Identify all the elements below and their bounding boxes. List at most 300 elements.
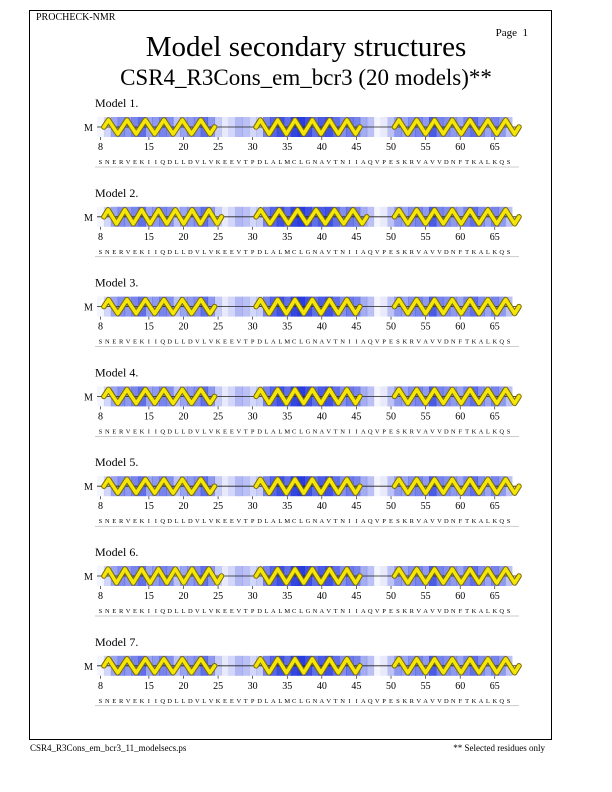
sequence-residue: E [229, 697, 234, 705]
sequence-residue: D [444, 518, 449, 526]
sequence-residue: K [492, 248, 498, 256]
sequence-residue: D [257, 697, 262, 705]
sequence-residue: Q [160, 608, 166, 615]
sequence-residue: A [423, 159, 428, 166]
sequence-residue: N [450, 428, 456, 436]
model-panel [84, 96, 519, 167]
axis-tick-label: 45 [351, 321, 362, 333]
sequence-residue: E [229, 428, 234, 436]
sequence-residue: K [139, 159, 145, 166]
sequence-residue: L [202, 697, 207, 705]
sequence-residue: P [382, 338, 386, 346]
sequence-residue: V [326, 338, 332, 346]
sequence-residue: V [208, 159, 214, 166]
sequence-residue: S [98, 697, 103, 705]
sequence-residue: E [229, 248, 234, 256]
sequence-residue: Q [367, 159, 373, 166]
sequence-residue: S [506, 248, 511, 256]
sequence-residue: L [485, 248, 490, 256]
sequence-residue: I [154, 697, 157, 705]
sequence-residue: D [188, 338, 193, 346]
sequence-residue: Q [367, 248, 373, 256]
sequence-residue: K [139, 338, 145, 346]
axis-tick-label: 35 [282, 680, 293, 692]
axis-tick-label: 45 [351, 231, 362, 243]
sequence-residue: E [133, 697, 138, 705]
sequence-residue: L [264, 428, 269, 436]
sequence-residue: R [119, 697, 124, 705]
sequence-residue: A [319, 338, 325, 346]
axis-tick-label: 30 [247, 591, 258, 602]
sequence-residue: E [389, 159, 394, 166]
sequence-residue: A [478, 428, 484, 436]
axis-tick-label: 35 [282, 321, 293, 333]
sequence-residue: K [139, 518, 145, 526]
sequence-residue: L [278, 518, 283, 526]
axis-tick-label: 40 [316, 501, 327, 513]
sequence-residue: E [229, 338, 234, 346]
sequence-residue: E [133, 428, 138, 436]
model-label: Model 7. [95, 634, 139, 649]
model-label: Model 5. [95, 455, 139, 470]
sequence-residue: D [188, 428, 193, 436]
axis-tick-label: 25 [213, 142, 224, 153]
sequence-residue: Q [499, 608, 505, 615]
sequence-residue: R [119, 518, 124, 526]
sequence-residue: E [222, 248, 227, 256]
axis-tick-label: 60 [455, 591, 466, 602]
sequence-residue: L [485, 608, 490, 615]
sequence-residue: T [333, 428, 338, 436]
sequence-residue: M [284, 697, 291, 705]
axis-tick-label: 8 [97, 501, 103, 513]
axis-tick-label: 20 [178, 142, 189, 153]
sequence-residue: L [485, 518, 490, 526]
sequence-residue: P [382, 159, 386, 166]
sequence-residue: T [465, 159, 470, 166]
axis-tick-label: 15 [143, 142, 154, 153]
sequence-residue: V [208, 338, 214, 346]
sequence-residue: V [374, 518, 380, 526]
sequence-residue: V [125, 518, 131, 526]
sequence-residue: K [215, 697, 221, 705]
sequence-residue: V [326, 608, 332, 615]
axis-tick-label: 50 [386, 591, 397, 602]
sequence-residue: A [319, 518, 325, 526]
sequence-residue: K [471, 338, 477, 346]
sequence-residue: A [423, 608, 428, 615]
sequence-residue: A [423, 428, 428, 436]
sequence-residue: D [444, 697, 449, 705]
sequence-residue: K [492, 697, 498, 705]
sequence-residue: A [423, 338, 428, 346]
sequence-residue: Q [499, 697, 505, 705]
sequence-residue: S [396, 338, 400, 346]
sequence-residue: T [465, 697, 470, 705]
sequence-residue: P [382, 248, 386, 256]
sequence-residue: V [430, 159, 435, 166]
axis-tick-label: 25 [213, 411, 224, 423]
axis-tick-label: 45 [351, 501, 362, 513]
sequence-residue: V [125, 338, 131, 346]
sequence-residue: T [243, 518, 248, 526]
sequence-residue: D [188, 248, 193, 256]
sequence-residue: M [284, 159, 291, 166]
axis-tick-label: 55 [420, 321, 431, 333]
sequence-residue: V [430, 428, 435, 436]
axis-tick-label: 50 [386, 501, 397, 513]
model-label: Model 1. [95, 96, 139, 110]
sequence-residue: Q [160, 248, 166, 256]
sequence-residue: E [389, 248, 394, 256]
axis-tick-label: 20 [178, 501, 189, 513]
sequence-residue: A [478, 159, 484, 166]
model-label: Model 4. [95, 365, 139, 380]
sequence-residue: Q [499, 428, 505, 436]
sequence-residue: N [450, 338, 456, 346]
sequence-residue: V [416, 338, 422, 346]
sequence-residue: I [348, 428, 351, 436]
axis-tick-label: 60 [455, 680, 466, 692]
sequence-residue: L [299, 338, 304, 346]
sequence-residue: D [188, 608, 193, 615]
axis-tick-label: 60 [455, 142, 466, 153]
axis-tick-label: 8 [97, 411, 103, 423]
sequence-residue: D [444, 338, 449, 346]
sequence-residue: Q [367, 608, 373, 615]
page-label: Page [495, 27, 517, 39]
sequence-residue: V [430, 608, 435, 615]
sequence-residue: A [319, 697, 325, 705]
sequence-residue: N [105, 608, 110, 615]
axis-tick-label: 45 [351, 591, 362, 602]
sequence-residue: L [278, 608, 283, 615]
sequence-residue: L [278, 338, 283, 346]
sequence-residue: L [485, 338, 490, 346]
sequence-residue: A [319, 248, 325, 256]
sequence-residue: I [348, 248, 351, 256]
sequence-residue: L [181, 248, 186, 256]
sequence-residue: L [299, 248, 304, 256]
model-label: Model 2. [95, 185, 139, 200]
sequence-residue: T [465, 608, 470, 615]
axis-tick-label: 35 [282, 501, 293, 513]
axis-tick-label: 40 [316, 142, 327, 153]
sequence-residue: D [188, 159, 193, 166]
model-prefix: M [84, 123, 93, 134]
axis-tick-label: 30 [247, 411, 258, 423]
sequence-residue: I [147, 697, 150, 705]
sequence-residue: L [181, 518, 186, 526]
sequence-residue: I [154, 608, 157, 615]
sequence-residue: P [382, 697, 386, 705]
sequence-residue: E [133, 248, 138, 256]
sequence-residue: E [389, 518, 394, 526]
axis-tick-label: 15 [143, 231, 154, 243]
sequence-residue: D [444, 159, 449, 166]
sequence-residue: Q [160, 518, 166, 526]
sequence-residue: Q [499, 159, 505, 166]
axis-tick-label: 65 [489, 411, 500, 423]
sequence-residue: N [105, 159, 110, 166]
axis-tick-label: 60 [455, 321, 466, 333]
page-subtitle: CSR4_R3Cons_em_bcr3 (20 models)** [120, 65, 492, 90]
sequence-residue: V [437, 428, 442, 436]
sequence-residue: V [374, 428, 380, 436]
sequence-residue: E [112, 428, 117, 436]
model-prefix: M [84, 212, 93, 224]
sequence-residue: R [409, 338, 414, 346]
sequence-residue: V [437, 338, 442, 346]
sequence-residue: E [389, 697, 394, 705]
axis-tick-label: 50 [386, 680, 397, 692]
sequence-residue: L [174, 608, 179, 615]
sequence-residue: V [437, 159, 442, 166]
sequence-residue: L [278, 697, 283, 705]
sequence-residue: Q [367, 697, 373, 705]
sequence-residue: N [340, 248, 345, 256]
sequence-residue: N [340, 697, 345, 705]
sequence-residue: D [167, 428, 172, 436]
sequence-residue: V [326, 518, 332, 526]
sequence-residue: K [471, 518, 477, 526]
sequence-residue: K [492, 159, 498, 166]
sequence-residue: I [154, 159, 157, 166]
sequence-residue: K [139, 428, 145, 436]
sequence-residue: Q [367, 518, 373, 526]
sequence-residue: A [271, 697, 276, 705]
sequence-residue: A [271, 248, 276, 256]
sequence-residue: P [250, 248, 255, 256]
sequence-residue: I [355, 159, 358, 166]
sequence-residue: T [333, 518, 338, 526]
sequence-residue: S [506, 518, 511, 526]
sequence-residue: S [506, 428, 511, 436]
sequence-residue: K [215, 248, 221, 256]
axis-tick-label: 65 [489, 142, 500, 153]
sequence-residue: E [133, 518, 138, 526]
sequence-residue: V [416, 608, 422, 615]
sequence-residue: D [167, 518, 172, 526]
axis-tick-label: 45 [351, 411, 362, 423]
sequence-residue: L [202, 338, 207, 346]
sequence-residue: M [284, 608, 291, 615]
sequence-residue: V [125, 608, 131, 615]
sequence-residue: I [355, 248, 358, 256]
model-prefix: M [84, 572, 93, 583]
sequence-residue: V [374, 248, 380, 256]
sequence-residue: N [312, 518, 318, 526]
model-label: Model 6. [95, 545, 139, 559]
sequence-residue: S [98, 518, 103, 526]
sequence-residue: D [167, 159, 172, 166]
sequence-residue: A [271, 338, 276, 346]
axis-tick-label: 30 [247, 501, 258, 513]
sequence-residue: N [450, 518, 456, 526]
sequence-residue: K [492, 338, 498, 346]
sequence-residue: L [202, 518, 207, 526]
sequence-residue: C [291, 428, 297, 436]
sequence-residue: S [98, 428, 103, 436]
sequence-residue: K [402, 338, 408, 346]
sequence-residue: K [402, 428, 408, 436]
sequence-residue: R [409, 159, 414, 166]
sequence-residue: S [98, 159, 103, 166]
sequence-residue: I [348, 518, 351, 526]
axis-tick-label: 20 [178, 591, 189, 602]
sequence-residue: V [416, 159, 422, 166]
sequence-residue: D [444, 608, 449, 615]
axis-tick-label: 60 [455, 411, 466, 423]
sequence-residue: V [236, 428, 242, 436]
sequence-residue: A [271, 428, 276, 436]
sequence-residue: P [250, 338, 255, 346]
sequence-residue: A [360, 518, 366, 526]
sequence-residue: E [112, 697, 117, 705]
page-number: 1 [522, 27, 528, 39]
sequence-residue: T [333, 338, 338, 346]
sequence-residue: L [202, 248, 207, 256]
sequence-residue: A [360, 248, 366, 256]
sequence-residue: R [409, 608, 414, 615]
sequence-residue: Q [499, 518, 505, 526]
sequence-residue: E [112, 338, 117, 346]
axis-tick-label: 20 [178, 321, 189, 333]
sequence-residue: S [506, 608, 511, 615]
sequence-residue: V [430, 697, 435, 705]
model-panel [84, 186, 519, 257]
sequence-residue: D [444, 248, 449, 256]
sequence-residue: G [305, 697, 311, 705]
sequence-residue: N [340, 518, 345, 526]
sequence-residue: K [492, 518, 498, 526]
sequence-residue: V [374, 697, 380, 705]
sequence-residue: E [222, 518, 227, 526]
sequence-residue: K [402, 159, 408, 166]
sequence-residue: D [257, 248, 262, 256]
sequence-residue: E [222, 338, 227, 346]
sequence-residue: D [257, 608, 262, 615]
sequence-residue: T [243, 159, 248, 166]
sequence-residue: M [284, 518, 291, 526]
sequence-residue: K [139, 608, 145, 615]
sequence-residue: L [181, 428, 186, 436]
sequence-residue: R [409, 518, 414, 526]
sequence-residue: V [374, 338, 380, 346]
sequence-residue: Q [160, 159, 166, 166]
sequence-residue: V [374, 159, 380, 166]
axis-tick-label: 55 [420, 501, 431, 513]
axis-tick-label: 30 [247, 680, 258, 692]
sequence-residue: K [215, 518, 221, 526]
sequence-residue: A [360, 697, 366, 705]
axis-tick-label: 20 [178, 680, 189, 692]
sequence-residue: V [236, 338, 242, 346]
sequence-residue: D [257, 518, 262, 526]
sequence-residue: T [243, 248, 248, 256]
axis-tick-label: 15 [143, 501, 154, 513]
axis-tick-label: 50 [386, 321, 397, 333]
axis-tick-label: 30 [247, 231, 258, 243]
page-title: Model secondary structures [145, 31, 467, 63]
sequence-residue: N [105, 428, 110, 436]
axis-tick-label: 55 [420, 680, 431, 692]
axis-tick-label: 40 [316, 321, 327, 333]
sequence-residue: C [291, 248, 297, 256]
sequence-residue: N [105, 518, 110, 526]
program-name: PROCHECK-NMR [36, 12, 116, 23]
sequence-residue: F [458, 428, 463, 436]
sequence-residue: V [430, 248, 435, 256]
sequence-residue: L [174, 248, 179, 256]
axis-tick-label: 50 [386, 142, 397, 153]
sequence-residue: E [229, 159, 234, 166]
sequence-residue: L [299, 697, 304, 705]
sequence-residue: C [291, 518, 297, 526]
sequence-residue: N [312, 697, 318, 705]
sequence-residue: L [202, 159, 207, 166]
axis-tick-label: 65 [489, 591, 500, 602]
model-panel [84, 276, 519, 347]
sequence-residue: E [222, 428, 227, 436]
axis-tick-label: 40 [316, 591, 327, 602]
sequence-residue: I [355, 518, 358, 526]
axis-tick-label: 8 [97, 680, 103, 692]
sequence-residue: G [305, 518, 311, 526]
sequence-residue: A [478, 697, 484, 705]
sequence-residue: L [264, 518, 269, 526]
footer-note: ** Selected residues only [453, 743, 545, 753]
sequence-residue: P [250, 697, 255, 705]
sequence-residue: S [506, 338, 511, 346]
sequence-residue: V [194, 697, 200, 705]
sequence-residue: V [236, 518, 242, 526]
sequence-residue: A [478, 338, 484, 346]
sequence-residue: P [250, 159, 255, 166]
sequence-residue: I [355, 428, 358, 436]
sequence-residue: K [215, 338, 221, 346]
axis-tick-label: 8 [97, 142, 103, 153]
sequence-residue: P [382, 518, 386, 526]
sequence-residue: I [154, 248, 157, 256]
sequence-residue: A [319, 608, 325, 615]
axis-tick-label: 25 [213, 680, 224, 692]
model-panel [84, 635, 519, 706]
sequence-residue: R [119, 248, 124, 256]
sequence-residue: S [396, 248, 400, 256]
sequence-residue: R [119, 428, 124, 436]
axis-tick-label: 55 [420, 411, 431, 423]
axis-tick-label: 8 [97, 591, 103, 602]
axis-tick-label: 35 [282, 142, 293, 153]
sequence-residue: Q [499, 248, 505, 256]
sequence-residue: A [360, 428, 366, 436]
sequence-residue: Q [160, 338, 166, 346]
sequence-residue: G [305, 248, 311, 256]
sequence-residue: E [229, 608, 234, 615]
sequence-residue: S [506, 159, 511, 166]
sequence-residue: P [250, 518, 255, 526]
sequence-residue: K [402, 608, 408, 615]
sequence-residue: V [208, 697, 214, 705]
sequence-residue: E [229, 518, 234, 526]
sequence-residue: T [333, 697, 338, 705]
sequence-residue: V [208, 428, 214, 436]
axis-tick-label: 30 [247, 321, 258, 333]
sequence-residue: N [312, 608, 318, 615]
sequence-residue: V [416, 428, 422, 436]
sequence-residue: G [305, 159, 311, 166]
